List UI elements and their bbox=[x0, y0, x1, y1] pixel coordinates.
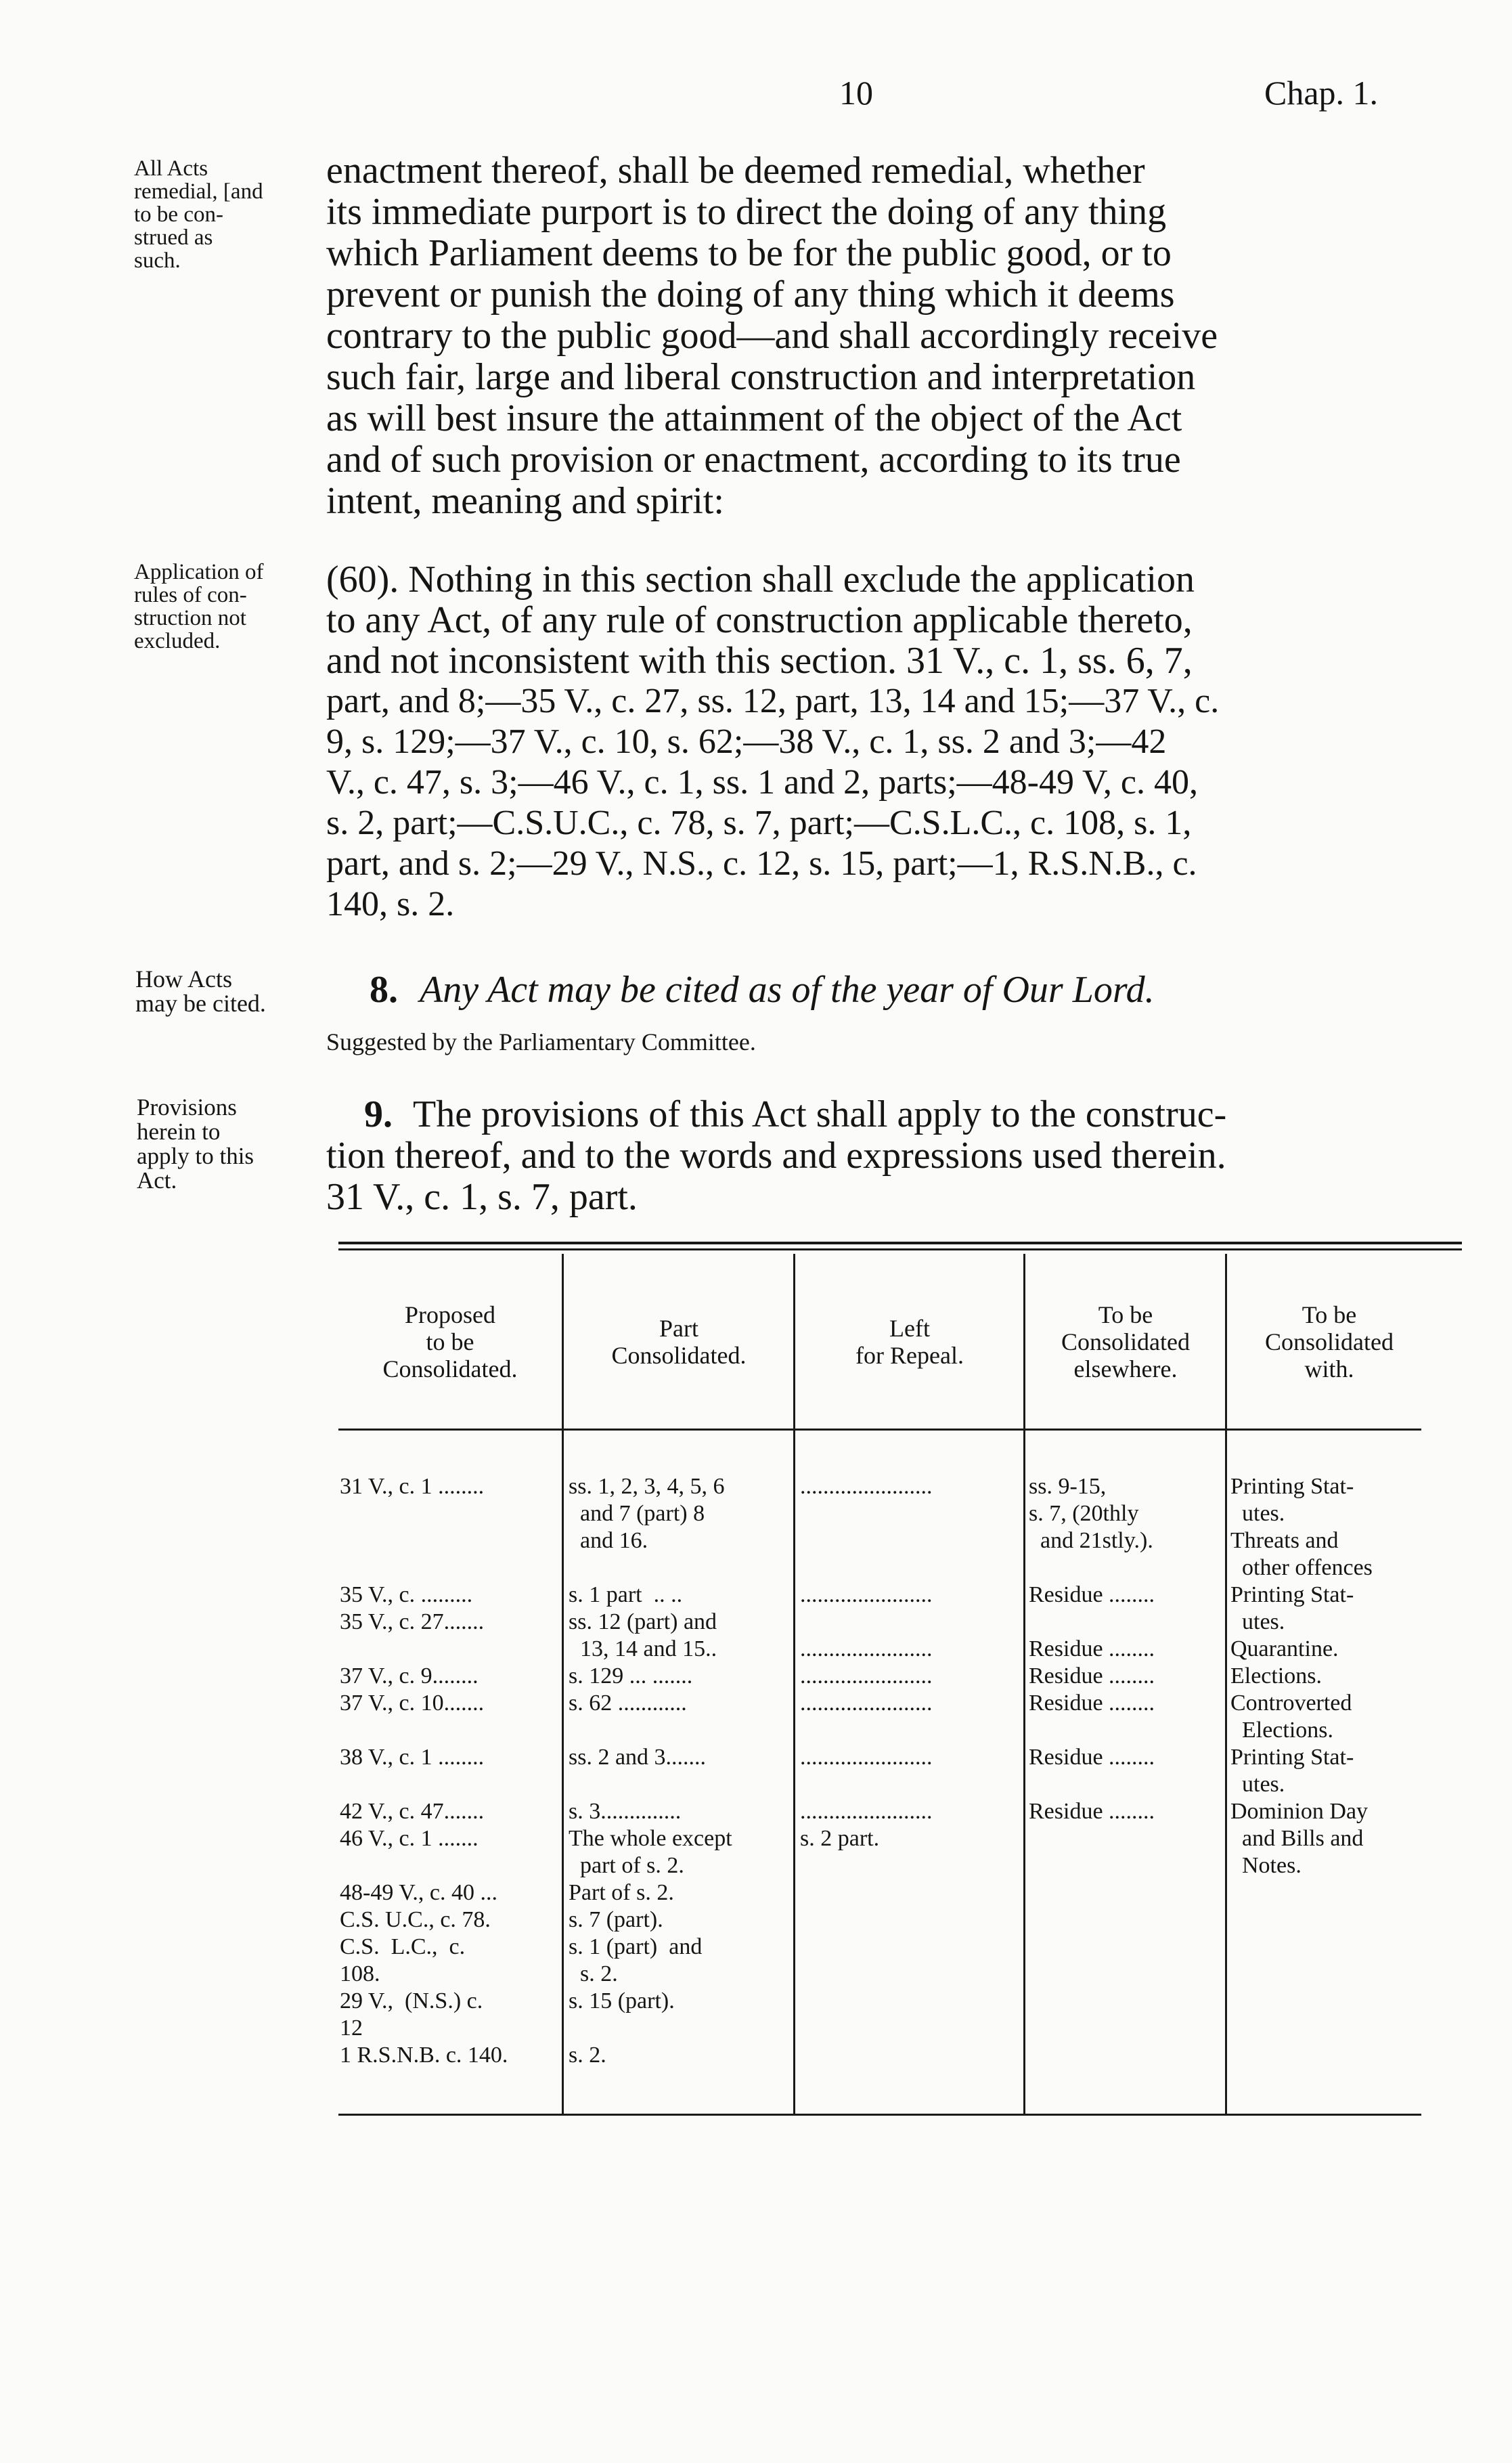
table-cell: Part of s. 2. bbox=[569, 1880, 674, 1905]
text-line: 140, s. 2. bbox=[326, 885, 455, 923]
column-divider bbox=[1225, 1254, 1227, 2114]
table-cell: C.S. U.C., c. 78. bbox=[340, 1907, 491, 1932]
text-line: its immediate purport is to direct the doing of any thing bbox=[326, 191, 1167, 233]
table-cell: Notes. bbox=[1230, 1853, 1302, 1878]
table-cell: 37 V., c. 10....... bbox=[340, 1691, 485, 1716]
text-line: contrary to the public good—and shall accordingly receive bbox=[326, 315, 1218, 357]
table-cell: Printing Stat- bbox=[1230, 1474, 1354, 1499]
table-cell: 108. bbox=[340, 1961, 380, 1986]
text-line bbox=[326, 1094, 1409, 1135]
header-line: Left bbox=[889, 1315, 930, 1342]
table-cell: Quarantine. bbox=[1230, 1636, 1339, 1661]
table-top-rule bbox=[338, 1242, 1462, 1244]
table-cell: and 7 (part) 8 bbox=[569, 1501, 705, 1526]
table-cell: Residue ........ bbox=[1029, 1663, 1155, 1688]
margin-note-application bbox=[134, 561, 324, 653]
header-line: Part bbox=[659, 1315, 698, 1342]
table-cell: ....................... bbox=[800, 1636, 933, 1661]
column-header-part bbox=[564, 1315, 793, 1369]
column-header-with bbox=[1228, 1301, 1431, 1382]
table-cell: s. 129 ... ....... bbox=[569, 1663, 693, 1688]
table-cell: s. 2. bbox=[569, 1961, 618, 1986]
section-number: 9. bbox=[364, 1093, 393, 1135]
margin-note-line: herein to bbox=[137, 1118, 221, 1145]
table-cell: 42 V., c. 47....... bbox=[340, 1799, 485, 1824]
table-cell: other offences bbox=[1230, 1555, 1373, 1580]
table-cell: Dominion Day bbox=[1230, 1799, 1369, 1824]
table-cell: ....................... bbox=[800, 1799, 933, 1824]
column-divider bbox=[562, 1254, 564, 2114]
table-cell: 35 V., c. 27....... bbox=[340, 1609, 485, 1634]
column-header-proposed bbox=[338, 1301, 562, 1382]
header-line: for Repeal. bbox=[855, 1342, 964, 1369]
section-number: 8. bbox=[370, 969, 398, 1011]
table-top-rule-double bbox=[338, 1248, 1462, 1250]
paragraph-application bbox=[326, 559, 1409, 925]
table-cell: 38 V., c. 1 ........ bbox=[340, 1745, 485, 1770]
table-cell: ....................... bbox=[800, 1663, 933, 1688]
margin-note-how-cited bbox=[135, 967, 311, 1016]
table-cell: s. 7, (20thly bbox=[1029, 1501, 1139, 1526]
text-line: such fair, large and liberal construction and interpretation bbox=[326, 356, 1196, 398]
text-line: which Parliament deems to be for the public good, or to bbox=[326, 232, 1172, 274]
column-header-elsewhere bbox=[1026, 1301, 1225, 1382]
table-cell: Threats and bbox=[1230, 1528, 1339, 1553]
header-line: Consolidated. bbox=[611, 1342, 747, 1369]
table-cell: part of s. 2. bbox=[569, 1853, 684, 1878]
text-line: 31 V., c. 1, s. 7, part. bbox=[326, 1176, 638, 1218]
text-line: enactment thereof, shall be deemed remedial, whether bbox=[326, 150, 1145, 192]
header-line: Consolidated bbox=[1061, 1328, 1190, 1355]
table-cell: Controverted bbox=[1230, 1691, 1352, 1716]
table-cell: utes. bbox=[1230, 1609, 1285, 1634]
table-cell: ....................... bbox=[800, 1691, 933, 1716]
margin-note-line: Application of bbox=[134, 560, 264, 584]
text-line: part, and 8;—35 V., c. 27, ss. 12, part, 13, 14 and 15;—37 V., c. bbox=[326, 682, 1220, 720]
text-line: as will best insure the attainment of the object of the Act bbox=[326, 397, 1182, 439]
table-cell: Residue ........ bbox=[1029, 1636, 1155, 1661]
table-cell: 1 R.S.N.B. c. 140. bbox=[340, 2043, 508, 2068]
table-cell: Printing Stat- bbox=[1230, 1582, 1354, 1607]
table-cell: s. 3.............. bbox=[569, 1799, 682, 1824]
table-cell: s. 1 (part) and bbox=[569, 1934, 703, 1959]
page-number: 10 bbox=[839, 74, 873, 112]
text-line: part, and s. 2;—29 V., N.S., c. 12, s. 15, part;—1, R.S.N.B., c. bbox=[326, 844, 1197, 883]
table-bottom-rule bbox=[338, 2114, 1421, 2116]
table-cell: Elections. bbox=[1230, 1663, 1322, 1688]
margin-note-line: All Acts bbox=[134, 156, 208, 181]
table-cell: s. 15 (part). bbox=[569, 1988, 675, 2013]
table-cell: s. 2 part. bbox=[800, 1826, 880, 1851]
table-cell: Residue ........ bbox=[1029, 1582, 1155, 1607]
margin-note-line: Provisions bbox=[137, 1094, 237, 1120]
table-cell: and 21stly.). bbox=[1029, 1528, 1153, 1553]
section-text: Any Act may be cited as of the year of Our Lord. bbox=[420, 969, 1155, 1011]
header-line: To be bbox=[1302, 1301, 1357, 1328]
text-line: V., c. 47, s. 3;—46 V., c. 1, ss. 1 and 2, parts;—48-49 V, c. 40, bbox=[326, 763, 1198, 802]
text-line: tion thereof, and to the words and expressions used therein. bbox=[326, 1135, 1226, 1177]
margin-note-line: rules of con- bbox=[134, 583, 247, 607]
table-cell: ss. 12 (part) and bbox=[569, 1609, 717, 1634]
table-cell: utes. bbox=[1230, 1501, 1285, 1526]
section-8 bbox=[370, 969, 1412, 1011]
table-cell: ss. 2 and 3....... bbox=[569, 1745, 707, 1770]
margin-note-line: apply to this bbox=[137, 1143, 254, 1169]
margin-note-line: may be cited. bbox=[135, 990, 266, 1017]
margin-note-line: to be con- bbox=[134, 202, 223, 227]
table-cell: ....................... bbox=[800, 1745, 933, 1770]
margin-note-line: remedial, [and bbox=[134, 179, 263, 204]
table-cell: s. 2. bbox=[569, 2043, 606, 2068]
margin-note-provisions bbox=[137, 1095, 313, 1193]
table-cell: and Bills and bbox=[1230, 1826, 1364, 1851]
paragraph-remedial bbox=[326, 150, 1409, 522]
header-line: Proposed bbox=[405, 1301, 495, 1328]
column-divider bbox=[793, 1254, 795, 2114]
table-cell: ss. 1, 2, 3, 4, 5, 6 bbox=[569, 1474, 725, 1499]
text-line: (60). Nothing in this section shall exclude the application bbox=[326, 559, 1195, 601]
table-cell: ss. 9-15, bbox=[1029, 1474, 1107, 1499]
margin-note-line: such. bbox=[134, 248, 181, 273]
column-header-repeal bbox=[796, 1315, 1023, 1369]
table-cell: 35 V., c. ......... bbox=[340, 1582, 473, 1607]
header-line: Consolidated bbox=[1265, 1328, 1394, 1355]
table-cell: Residue ........ bbox=[1029, 1745, 1155, 1770]
margin-note-remedial bbox=[134, 157, 310, 272]
text-line: prevent or punish the doing of any thing which it deems bbox=[326, 274, 1175, 315]
chapter-label: Chap. 1. bbox=[1264, 74, 1379, 112]
table-cell: 46 V., c. 1 ....... bbox=[340, 1826, 479, 1851]
section-text: The provisions of this Act shall apply to the construc- bbox=[413, 1093, 1227, 1135]
table-cell: 13, 14 and 15.. bbox=[569, 1636, 717, 1661]
header-line: elsewhere. bbox=[1073, 1355, 1178, 1382]
table-cell: ....................... bbox=[800, 1474, 933, 1499]
committee-note: Suggested by the Parliamentary Committee. bbox=[326, 1028, 756, 1055]
margin-note-line: struction not bbox=[134, 606, 246, 630]
table-cell: 31 V., c. 1 ........ bbox=[340, 1474, 485, 1499]
table-cell: The whole except bbox=[569, 1826, 732, 1851]
text-line: intent, meaning and spirit: bbox=[326, 480, 724, 522]
table-cell: 29 V., (N.S.) c. bbox=[340, 1988, 483, 2013]
table-cell: s. 7 (part). bbox=[569, 1907, 663, 1932]
table-cell: 12 bbox=[340, 2015, 363, 2041]
table-cell: utes. bbox=[1230, 1772, 1285, 1797]
table-cell: Residue ........ bbox=[1029, 1691, 1155, 1716]
table-header-rule bbox=[338, 1429, 1421, 1431]
text-line: 9, s. 129;—37 V., c. 10, s. 62;—38 V., c. 1, ss. 2 and 3;—42 bbox=[326, 722, 1167, 761]
margin-note-line: How Acts bbox=[135, 965, 232, 993]
column-divider bbox=[1023, 1254, 1025, 2114]
table-cell: s. 1 part .. .. bbox=[569, 1582, 683, 1607]
table-cell: Residue ........ bbox=[1029, 1799, 1155, 1824]
margin-note-line: strued as bbox=[134, 225, 213, 250]
margin-note-line: excluded. bbox=[134, 629, 221, 653]
table-cell: ....................... bbox=[800, 1582, 933, 1607]
table-cell: 37 V., c. 9........ bbox=[340, 1663, 479, 1688]
table-cell: s. 62 ............ bbox=[569, 1691, 687, 1716]
header-line: to be bbox=[426, 1328, 474, 1355]
table-cell: C.S. L.C., c. bbox=[340, 1934, 466, 1959]
text-line: and of such provision or enactment, according to its true bbox=[326, 439, 1181, 481]
table-cell: and 16. bbox=[569, 1528, 648, 1553]
table-cell: Elections. bbox=[1230, 1718, 1334, 1743]
table-cell: 48-49 V., c. 40 ... bbox=[340, 1880, 497, 1905]
table-cell: Printing Stat- bbox=[1230, 1745, 1354, 1770]
margin-note-line: Act. bbox=[137, 1167, 177, 1194]
header-line: with. bbox=[1304, 1355, 1354, 1382]
header-line: Consolidated. bbox=[382, 1355, 518, 1382]
header-line: To be bbox=[1098, 1301, 1153, 1328]
section-9 bbox=[326, 1094, 1409, 1218]
text-line: to any Act, of any rule of construction applicable thereto, bbox=[326, 599, 1193, 641]
text-line: s. 2, part;—C.S.U.C., c. 78, s. 7, part;—C.S.L.C., c. 108, s. 1, bbox=[326, 804, 1192, 842]
text-line: and not inconsistent with this section. 31 V., c. 1, ss. 6, 7, bbox=[326, 640, 1193, 682]
